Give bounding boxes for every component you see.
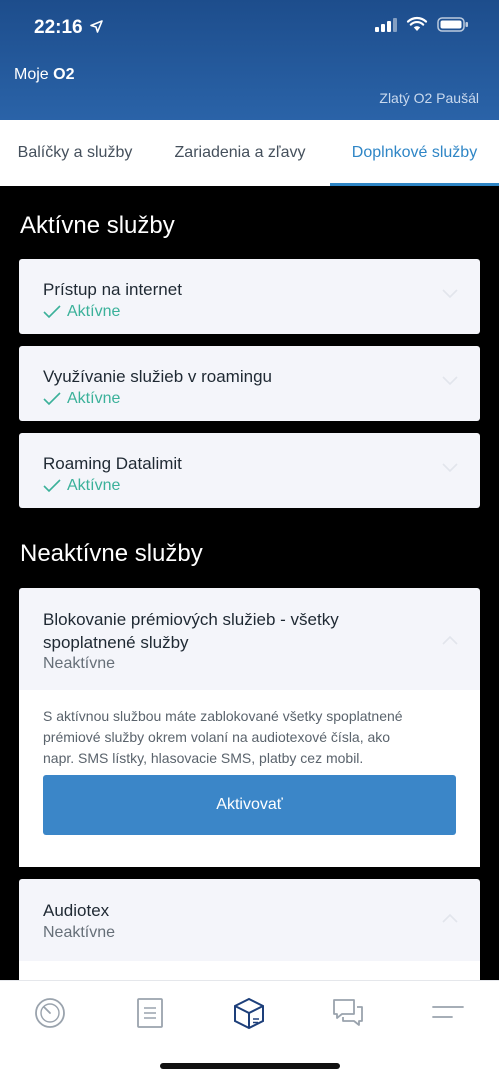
service-status: Aktívne bbox=[43, 390, 120, 408]
speedometer-icon bbox=[34, 997, 66, 1029]
service-name: Blokovanie prémiových služieb - všetky spoplatnené služby bbox=[43, 610, 339, 652]
service-name: Audiotex bbox=[43, 901, 110, 920]
home-indicator bbox=[160, 1063, 340, 1069]
service-status: Aktívne bbox=[43, 477, 120, 495]
service-card-roaming[interactable] bbox=[19, 346, 480, 421]
check-icon bbox=[43, 392, 61, 406]
service-card-roaming-datalimit[interactable] bbox=[19, 433, 480, 508]
service-card-premium-block[interactable] bbox=[19, 588, 480, 867]
nav-invoices[interactable] bbox=[130, 993, 170, 1033]
service-name: Prístup na internet bbox=[43, 280, 182, 299]
nav-dashboard[interactable] bbox=[30, 993, 70, 1033]
nav-chat[interactable] bbox=[328, 993, 368, 1033]
service-status: Neaktívne bbox=[43, 655, 116, 672]
service-name: Využívanie služieb v roamingu bbox=[43, 367, 272, 386]
service-description: S aktívnou službou máte zablokované všetky spoplatnené prémiové služby okrem volaní na audiotexové čísla, ako napr. SMS lístky, hlasovacie SMS, platby cez mobil. bbox=[43, 708, 403, 766]
tab-additional-services[interactable]: Doplnkové služby bbox=[330, 120, 499, 186]
document-icon bbox=[136, 997, 164, 1029]
menu-icon bbox=[432, 1003, 464, 1023]
service-detail bbox=[19, 690, 480, 867]
check-icon bbox=[43, 305, 61, 319]
tab-devices-discounts[interactable]: Zariadenia a zľavy bbox=[174, 144, 306, 161]
chevron-up-icon[interactable] bbox=[442, 636, 458, 645]
check-icon bbox=[43, 479, 61, 493]
chevron-up-icon[interactable] bbox=[442, 914, 458, 923]
chat-icon bbox=[331, 997, 365, 1029]
app-header bbox=[0, 0, 499, 120]
app-title: Moje O2 bbox=[14, 66, 75, 83]
active-services-heading: Aktívne služby bbox=[20, 212, 175, 239]
box-icon bbox=[232, 996, 266, 1030]
service-status: Neaktívne bbox=[43, 924, 116, 941]
tab-bar bbox=[0, 120, 499, 186]
plan-name[interactable]: Zlatý O2 Paušál bbox=[379, 90, 479, 106]
service-status: Aktívne bbox=[43, 303, 120, 321]
chevron-down-icon bbox=[442, 463, 458, 472]
battery-icon bbox=[437, 17, 469, 32]
services-list[interactable] bbox=[0, 186, 499, 980]
tab-packages[interactable]: Balíčky a služby bbox=[17, 144, 133, 161]
service-name: Roaming Datalimit bbox=[43, 454, 182, 473]
service-card-internet[interactable] bbox=[19, 259, 480, 334]
status-time: 22:16 bbox=[34, 17, 83, 38]
inactive-services-heading: Neaktívne služby bbox=[20, 540, 203, 567]
chevron-down-icon bbox=[442, 376, 458, 385]
location-arrow-icon bbox=[90, 20, 103, 33]
chevron-down-icon bbox=[442, 289, 458, 298]
nav-services[interactable] bbox=[229, 993, 269, 1033]
activate-button[interactable]: Aktivovať bbox=[43, 775, 456, 835]
signal-icon bbox=[375, 18, 397, 32]
nav-menu[interactable] bbox=[428, 993, 468, 1033]
wifi-icon bbox=[407, 17, 427, 32]
